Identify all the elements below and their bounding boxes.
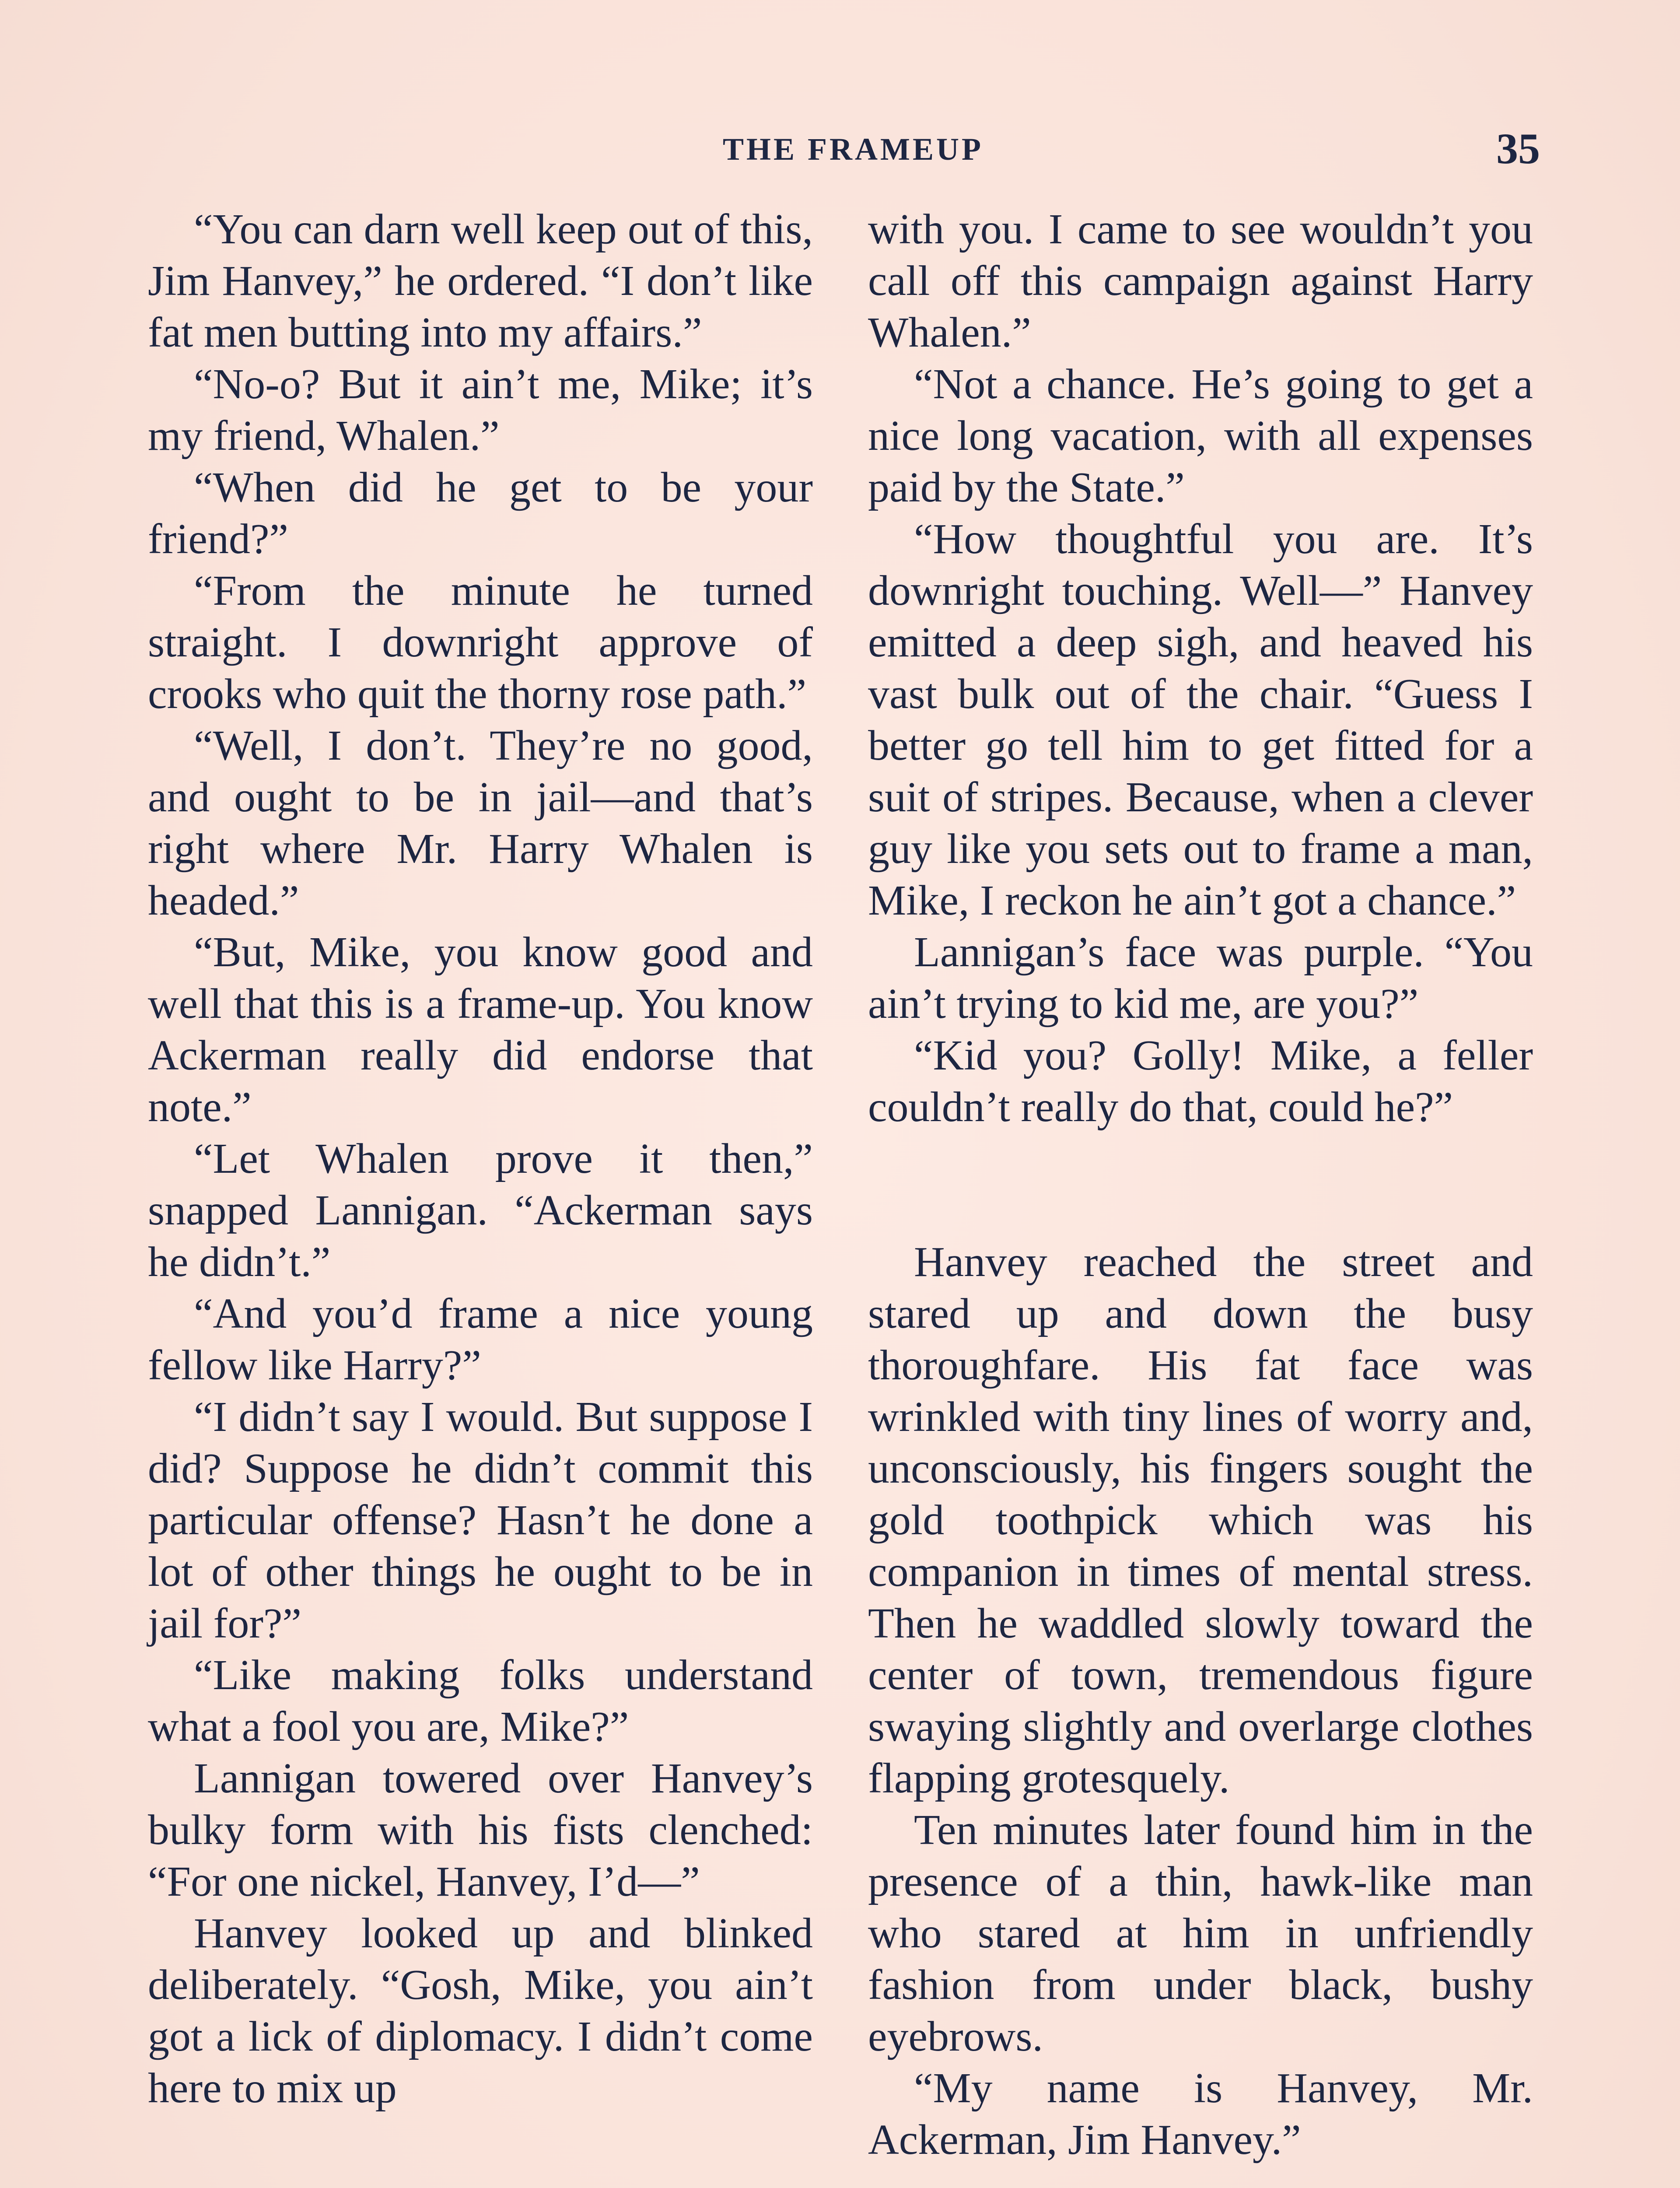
paragraph: “And you’d frame a nice young fellow like Harry?” [148,1290,813,1389]
left-text-column [148,203,813,2114]
paragraph: Lannigan towered over Hanvey’s bulky form with his fists clenched: “For one nickel, Hanvey, I’d—” [148,1755,813,1905]
paragraph: “When did he get to be your friend?” [148,464,813,563]
paragraph: “My name is Hanvey, Mr. Ackerman, Jim Hanvey.” [868,2065,1533,2163]
running-title: THE FRAMEUP [723,132,984,167]
paragraph-continued: with you. I came to see wouldn’t you call off this campaign against Harry Whalen.” [868,206,1533,356]
paragraph: “Not a chance. He’s going to get a nice long vacation, with all expenses paid by the State.” [868,361,1533,511]
paragraph: “Well, I don’t. They’re no good, and ought to be in jail—and that’s right where Mr. Harry Whalen is headed.” [148,722,813,924]
paragraph: “But, Mike, you know good and well that this is a frame-up. You know Ackerman really did endorse that note.” [148,929,813,1131]
paragraph: Ten minutes later found him in the presence of a thin, hawk-like man who stared at him in unfriendly fashion from under black, bushy eyebrows. [868,1806,1533,2060]
paragraph: Lannigan’s face was purple. “You ain’t trying to kid me, are you?” [868,929,1533,1027]
paragraph: “How thoughtful you are. It’s downright touching. Well—” Hanvey emitted a deep sigh, and heaved his vast bulk out of the chair. “Guess I better go tell him to get fitted for a suit of stripes. Because, when a clever guy like you sets out to frame a man, Mike, I reckon he ain’t got a chance.” [868,515,1533,924]
page-number: 35 [1496,124,1540,173]
right-text-column [868,203,1533,2166]
paragraph: “No-o? But it ain’t me, Mike; it’s my friend, Whalen.” [148,361,813,459]
paragraph: “Kid you? Golly! Mike, a feller couldn’t really do that, could he?” [868,1032,1533,1131]
paragraph: Hanvey looked up and blinked deliberately. “Gosh, Mike, you ain’t got a lick of diplomacy. I didn’t come here to mix up [148,1910,813,2112]
section-break [868,1133,1533,1236]
paragraph: Hanvey reached the street and stared up and down the busy thoroughfare. His fat face was wrinkled with tiny lines of worry and, unconsciously, his fingers sought the gold toothpick which was his companion in times of mental stress. Then he waddled slowly toward the center of town, tremendous figure swaying slightly and overlarge clothes flapping grotesquely. [868,1238,1533,1802]
paragraph: “Let Whalen prove it then,” snapped Lannigan. “Ackerman says he didn’t.” [148,1135,813,1286]
paragraph: “You can darn well keep out of this, Jim Hanvey,” he ordered. “I don’t like fat men butting into my affairs.” [148,206,813,356]
paragraph: “Like making folks understand what a fool you are, Mike?” [148,1652,813,1750]
paragraph: “I didn’t say I would. But suppose I did? Suppose he didn’t commit this particular offense? Hasn’t he done a lot of other things he ought to be in jail for?” [148,1393,813,1647]
paragraph: “From the minute he turned straight. I downright approve of crooks who quit the thorny rose path.” [148,567,813,718]
